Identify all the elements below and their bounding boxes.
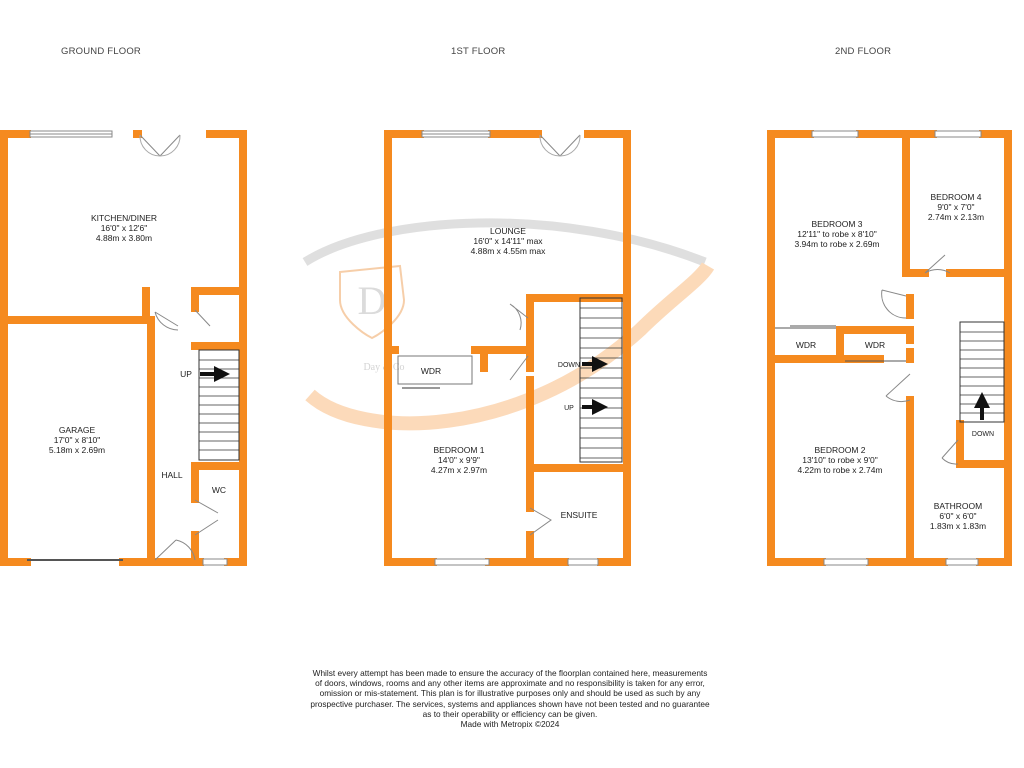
bedroom4-metric: 2.74m x 2.13m — [927, 212, 985, 222]
second-floor-title: 2ND FLOOR — [835, 46, 892, 57]
bedroom1-imperial: 14'0" x 9'9" — [438, 455, 480, 465]
bedroom3-imperial: 12'11" to robe x 8'10" — [797, 229, 877, 239]
wdr-second-left-name: WDR — [795, 340, 817, 350]
bedroom2-name: BEDROOM 2 — [814, 445, 866, 455]
bedroom2-metric: 4.22m to robe x 2.74m — [797, 465, 883, 475]
bathroom-imperial: 6'0" x 6'0" — [939, 511, 977, 521]
disclaimer-line: prospective purchaser. The services, systems and appliances shown have not been tested and no guarantee — [310, 698, 710, 709]
disclaimer — [290, 668, 730, 729]
ensuite-name: ENSUITE — [560, 510, 598, 520]
first-stairs-down-label: DOWN — [557, 362, 581, 369]
wdr-second-right-name: WDR — [864, 340, 886, 350]
second-stairs-down-label: DOWN — [971, 431, 995, 438]
wc-name: WC — [211, 485, 227, 495]
bedroom4-name: BEDROOM 4 — [930, 192, 982, 202]
lounge-name: LOUNGE — [490, 226, 526, 236]
ground-floor-title: GROUND FLOOR — [61, 46, 141, 57]
disclaimer-line: omission or mis-statement. This plan is for illustrative purposes only and should be used as such by any — [319, 688, 701, 699]
bedroom3-metric: 3.94m to robe x 2.69m — [794, 239, 880, 249]
disclaimer-line: as to their operability or efficiency can be given. — [422, 708, 598, 719]
watermark-letter: D — [357, 278, 387, 323]
watermark-text: Day & Co — [363, 362, 405, 373]
bedroom3-name: BEDROOM 3 — [811, 219, 863, 229]
garage-imperial: 17'0" x 8'10" — [53, 435, 101, 445]
disclaimer-line: of doors, windows, rooms and any other items are approximate and no responsibility is taken for any error, — [315, 678, 705, 689]
first-floor-title: 1ST FLOOR — [451, 46, 506, 57]
hall-name: HALL — [161, 470, 183, 480]
bedroom1-name: BEDROOM 1 — [433, 445, 485, 455]
bedroom4-imperial: 9'0" x 7'0" — [937, 202, 975, 212]
garage-metric: 5.18m x 2.69m — [48, 445, 106, 455]
disclaimer-credit: Made with Metropix ©2024 — [460, 719, 560, 730]
kitchen-diner-metric: 4.88m x 3.80m — [95, 233, 153, 243]
garage-name: GARAGE — [58, 425, 96, 435]
bedroom1-metric: 4.27m x 2.97m — [430, 465, 488, 475]
wdr-first-name: WDR — [420, 366, 442, 376]
bedroom2-imperial: 13'10" to robe x 9'0" — [802, 455, 878, 465]
lounge-metric: 4.88m x 4.55m max — [470, 246, 546, 256]
bathroom-name: BATHROOM — [933, 501, 983, 511]
disclaimer-line: Whilst every attempt has been made to ensure the accuracy of the floorplan contained here, measurements — [312, 668, 708, 678]
kitchen-diner-imperial: 16'0" x 12'6" — [100, 223, 148, 233]
first-stairs-treads — [580, 308, 622, 458]
first-stairs-up-label: UP — [564, 405, 574, 412]
ground-stairs-label: UP — [180, 369, 192, 379]
ground-floor-plan — [4, 134, 243, 562]
bathroom-metric: 1.83m x 1.83m — [929, 521, 987, 531]
kitchen-diner-name: KITCHEN/DINER — [90, 213, 158, 223]
lounge-imperial: 16'0" x 14'11" max — [473, 236, 543, 246]
